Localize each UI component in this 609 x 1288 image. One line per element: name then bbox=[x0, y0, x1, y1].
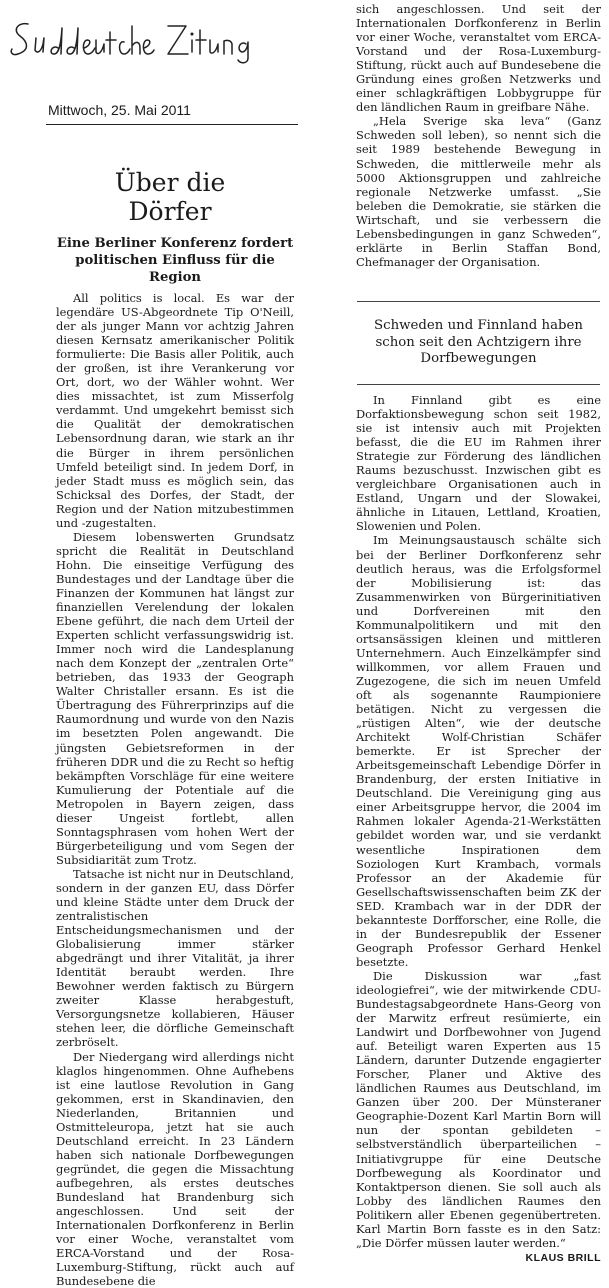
date-divider bbox=[46, 124, 298, 125]
headline-line-2: Dörfer bbox=[128, 197, 212, 226]
article-column-left bbox=[56, 291, 294, 1288]
handwritten-newspaper-title bbox=[6, 14, 266, 66]
paragraph: In Finnland gibt es eine Dorfaktionsbewegung schon seit 1982, sie ist intensiv auch mit Projekten befasst, die die EU im Rahmen ihrer Strategie zur Förderung des ländlichen Raums bezuschusst. Inzwischen gibt es vergleichbare Organisationen auch in Estland, Ungarn und der Slowakei, ähnliche in Litauen, Lettland, Kroatien, Slowenien und Polen. bbox=[356, 393, 601, 534]
headline-line-1: Über die bbox=[114, 168, 226, 197]
paragraph: All politics is local. Es war der legendäre US-Abgeordnete Tip O'Neill, der als junger Mann vor achtzig Jahren diesen Kernsatz amerikanischer Politik formulierte: Die Basis aller Politik, auch der großen, ist ihre Verankerung vor Ort, dort, wo der Wähler wohnt. Wer dies missachtet, ist zum Misserfolg verdammt. Und umgekehrt bemisst sich die Qualität der demokratischen Lebensordnung daran, wie stark an ihr die Bürger in ihrem persönlichen Umfeld beteiligt sind. In jedem Dorf, in jeder Stadt muss es möglich sein, das Schicksal des Dorfes, der Stadt, der Region und der Nation mitzubestimmen und -zugestalten. bbox=[56, 291, 294, 530]
author-row bbox=[356, 1250, 601, 1265]
publication-date: Mittwoch, 25. Mai 2011 bbox=[48, 102, 191, 118]
paragraph: Tatsache ist nicht nur in Deutschland, sondern in der ganzen EU, dass Dörfer und kleine Städte unter dem Druck der zentralistischen Entscheidungsmechanismen und der Globalisierung immer stärker abgedrängt und ihrer Vitalität, ja ihrer Identität beraubt werden. Ihre Bewohner werden faktisch zu Bürgern zweiter Klasse herabgestuft, Versorgungsnetze kollabieren, Häuser stehen leer, die dörfliche Gemeinschaft zerbröselt. bbox=[56, 866, 294, 1050]
paragraph: Im Meinungsaustausch schälte sich bei der Berliner Dorfkonferenz sehr deutlich heraus, was die Erfolgsformel der Mobilisierung ist: das Zusammenwirken von Bürgerinitiativen und Dorfvereinen mit den Kommunalpolitikern und mit den ortsansässigen kleinen und mittleren Unternehmern. Auch Einzelkämpfer sind willkommen, vor allem Frauen und Zugezogene, die sich im neuen Umfeld oft als sogenannte Raumpioniere betätigen. Nicht zu vergessen die „rüstigen Alten“, wie der deutsche Architekt Wolf-Christian Schäfer bemerkte. Er ist Sprecher der Arbeitsgemeinschaft Lebendige Dörfer in Brandenburg, der ersten Initiative in Deutschland. Die Vereinigung ging aus einer Arbeitsgruppe hervor, die 2004 im Rahmen lokaler Agenda-21-Werkstätten gebildet worden war, und sie verdankt wesentliche Inspirationen dem Soziologen Kurt Krambach, vormals Professor an der Akademie für Gesellschaftswissenschaften beim ZK der SED. Krambach war in der DDR der bekannteste Dorfforscher, eine Rolle, die in der Bundesrepublik der Essener Geograph Professor Gerhard Henkel besetzte. bbox=[356, 533, 601, 969]
paragraph: Der Niedergang wird allerdings nicht klaglos hingenommen. Ohne Aufhebens ist eine lautlose Revolution in Gang gekommen, erst in Skandinavien, den Niederlanden, Britannien und Ostmitteleuropa, jetzt hat sie auch Deutschland erreicht. In 23 Ländern haben sich nationale Dorfbewegungen gegründet, die gegen die Missachtung aufbegehren, als erstes deutsches Bundesland hat Brandenburg sich angeschlossen. Und seit der Internationalen Dorfkonferenz in Berlin vor einer Woche, veranstaltet vom ERCA-Vorstand und der Rosa-Luxemburg-Stiftung, rückt auch auf Bundesebene die bbox=[56, 1049, 294, 1288]
paragraph: „Hela Sverige ska leva“ (Ganz Schweden soll leben), so nennt sich die seit 1989 bestehende Bewegung in Schweden, die mittlerweile mehr als 5000 Aktionsgruppen und zahlreiche regionale Netzwerke umfasst. „Sie beleben die Demokratie, sie stärken die Wirtschaft, und sie verbessern die Lebensbedingungen in ganz Schweden“, erklärte in Berlin Staffan Bond, Chefmanager der Organisation. bbox=[356, 114, 601, 269]
paragraph: sich angeschlossen. Und seit der Internationalen Dorfkonferenz in Berlin vor einer Woche, veranstaltet vom ERCA-Vorstand und der Rosa-Luxemburg-Stiftung, rückt auch auf Bundesebene die Gründung eines großen Netzwerks und einer schlagkräftigen Lobbygruppe für den ländlichen Raum in greifbare Nähe. bbox=[356, 2, 601, 115]
paragraph: Die Diskussion war „fast ideologiefrei“, wie der mitwirkende CDU-Bundestagsabgeordnete Hans-Georg von der Marwitz erfreut resümierte, ein Landwirt und Dorfbewohner von Jugend auf. Beteiligt waren Experten aus 15 Ländern, darunter Dutzende engagierter Forscher, Planer und Aktive des ländlichen Raumes aus Deutschland, im Ganzen über 200. Der Münsteraner Geographie-Dozent Karl Martin Born will nun der spontan gebildeten – selbstverständlich überparteilichen – Initiativgruppe für eine Deutsche Dorfbewegung als Koordinator und Kontaktperson dienen. Sie soll auch als Lobby des ländlichen Raumes den Politikern aller Ebenen gegenübertreten. Karl Martin Born fasste es in den Satz: „Die Dörfer müssen lauter werden.“ bbox=[356, 968, 601, 1250]
subheadline: Eine Berliner Konferenz fordert politischen Einfluss für die Region bbox=[56, 236, 294, 285]
article-column-right-top bbox=[356, 2, 601, 298]
article-column-right-bottom bbox=[356, 393, 601, 1264]
intertitle-box: Schweden und Finnland haben schon seit den Achtzigern ihre Dorfbewegungen bbox=[357, 301, 600, 385]
paragraph: Diesem lobenswerten Grundsatz spricht die Realität in Deutschland Hohn. Die einseitige Verfügung des Bundestages und der Landtage über die Finanzen der Kommunen hat längst zur finanziellen Verelendung der lokalen Ebene geführt, die nach dem Urteil der Experten schlicht verfassungswidrig ist. Immer noch wird die Landesplanung nach dem Konzept der „zentralen Orte“ betrieben, das 1933 der Geograph Walter Christaller ersann. Es ist die Übertragung des Führerprinzips auf die Raumordnung und wurde von den Nazis im besetzten Polen angewandt. Die jüngsten Gebietsreformen in der früheren DDR und die zu Recht so heftig bekämpften Vorschläge für eine weitere Kumulierung der Potentiale auf die Metropolen in Bayern zeigen, dass dieser Ungeist fortlebt, allen Sonntagsphrasen vom hohen Wert der Bürgerbeteiligung und vom Segen der Subsidiarität zum Trotz. bbox=[56, 529, 294, 867]
headline bbox=[60, 168, 280, 226]
author-byline: KLAUS BRILL bbox=[525, 1251, 601, 1264]
